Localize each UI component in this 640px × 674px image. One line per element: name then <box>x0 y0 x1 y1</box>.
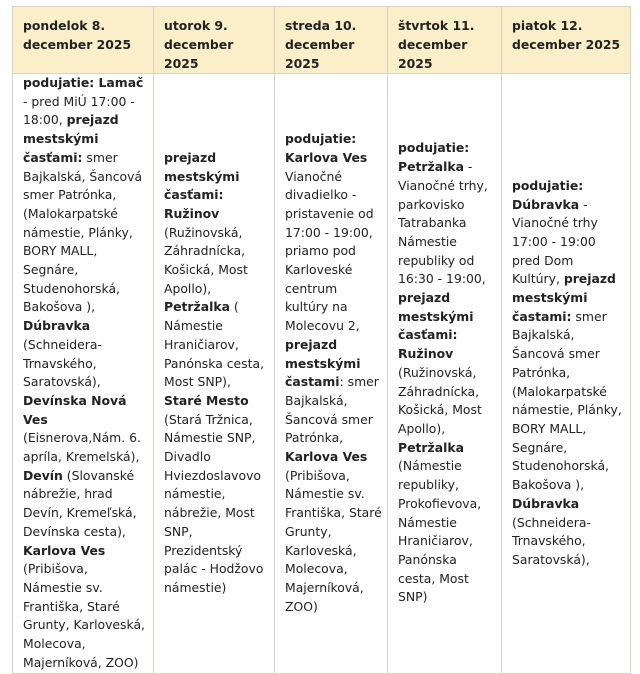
events-row <box>13 74 631 674</box>
event-segment: Dúbravka <box>23 318 91 334</box>
day-events-cell <box>154 74 275 674</box>
event-segment: prejazd mestskými častami: <box>512 271 616 324</box>
day-header: utorok 9. december 2025 <box>154 7 275 74</box>
day-events-cell <box>13 74 154 674</box>
event-segment: - Vianočné trhy, parkovisko Tatrabanka Námestie republiky od 16:30 - 19:00, <box>398 159 488 287</box>
event-segment: (Schneidera-Trnavského, Saratovská), <box>512 514 591 567</box>
event-segment: smer Bajkalská, Šancová smer Patrónka, (Malokarpatské námestie, Plánky, BORY MALL, Segnáre, Studenohorská, Bakošova ), <box>23 149 143 315</box>
event-segment: Devín <box>23 467 63 483</box>
event-segment: Petržalka <box>164 299 230 315</box>
day-header: štvrtok 11. december 2025 <box>388 7 502 74</box>
event-segment: prejazd mestskými časťami: Ružinov <box>164 149 240 221</box>
day-header: piatok 12. december 2025 <box>502 7 631 74</box>
event-segment: prejazd mestskými časťami: Ružinov <box>398 290 474 362</box>
event-segment: (Námestie republiky, Prokofievova, Námestie Hraničiarov, Panónska cesta, Most SNP) <box>398 458 482 605</box>
event-segment: podujatie: Karlova Ves <box>285 131 368 165</box>
event-segment: podujatie: Lamač <box>23 75 144 90</box>
event-segment: (Schneidera-Trnavského, Saratovská), <box>23 336 102 390</box>
event-segment: (Pribišova, Námestie sv. Františka, Staré Grunty, Karloveská, Molecova, Majerníková, ZOO) <box>23 561 145 670</box>
day-header: pondelok 8. december 2025 <box>13 7 154 74</box>
event-segment: Karlova Ves <box>285 449 368 465</box>
day-events-cell <box>502 74 631 674</box>
schedule-table <box>12 6 631 674</box>
event-segment: Vianočné divadielko - pristavenie od 17:00 - 19:00, priamo pod Karloveské centrum kultúry na Molecovu 2, <box>285 168 374 334</box>
event-segment: (Eisnerova,Nám. 6. apríla, Kremelská), <box>23 430 141 465</box>
day-header: streda 10. december 2025 <box>275 7 388 74</box>
header-row <box>13 7 631 74</box>
event-segment: (Ružinovská, Záhradnícka, Košická, Most Apollo), <box>398 364 482 436</box>
event-segment: smer Bajkalská, Šancová smer Patrónka, (Malokarpatské námestie, Plánky, BORY MALL, Segnáre, Studenohorská, Bakošova ), <box>512 308 622 493</box>
event-segment: (Pribišova, Námestie sv. Františka, Staré Grunty, Karloveská, Molecova, Majerníková, ZOO) <box>285 467 382 614</box>
event-segment: Dúbravka <box>512 495 580 511</box>
event-segment: (Ružinovská, Záhradnícka, Košická, Most Apollo), <box>164 224 248 296</box>
event-segment: podujatie: Petržalka <box>398 140 470 175</box>
event-segment: : smer Bajkalská, Šancová smer Patrónka, <box>285 374 379 446</box>
event-segment: - pred MiÚ 17:00 - 18:00, <box>23 93 135 128</box>
event-segment: Petržalka <box>398 439 464 455</box>
event-segment: prejazd mestskými časťami: <box>23 112 119 165</box>
event-segment: prejazd mestskými častami <box>285 336 361 390</box>
event-segment: - Vianočné trhy 17:00 - 19:00 pred Dom Kultúry, <box>512 196 598 287</box>
day-events-cell <box>275 74 388 674</box>
event-segment: Staré Mesto <box>164 392 249 408</box>
event-segment: podujatie: Dúbravka <box>512 177 584 212</box>
day-events-cell <box>388 74 502 674</box>
event-segment: (Slovanské nábrežie, hrad Devín, Kremeľská, Devínska cesta), <box>23 467 137 539</box>
event-segment: ( Námestie Hraničiarov, Panónska cesta, Most SNP), <box>164 299 265 390</box>
event-segment: Devínska Nová Ves <box>23 392 127 427</box>
event-segment: (Stará Tržnica, Námestie SNP, Divadlo Hviezdoslavovo námestie, nábrežie, Most SNP, Prezidentský palác - Hodžovo námestie) <box>164 411 264 595</box>
event-segment: Karlova Ves <box>23 542 106 558</box>
